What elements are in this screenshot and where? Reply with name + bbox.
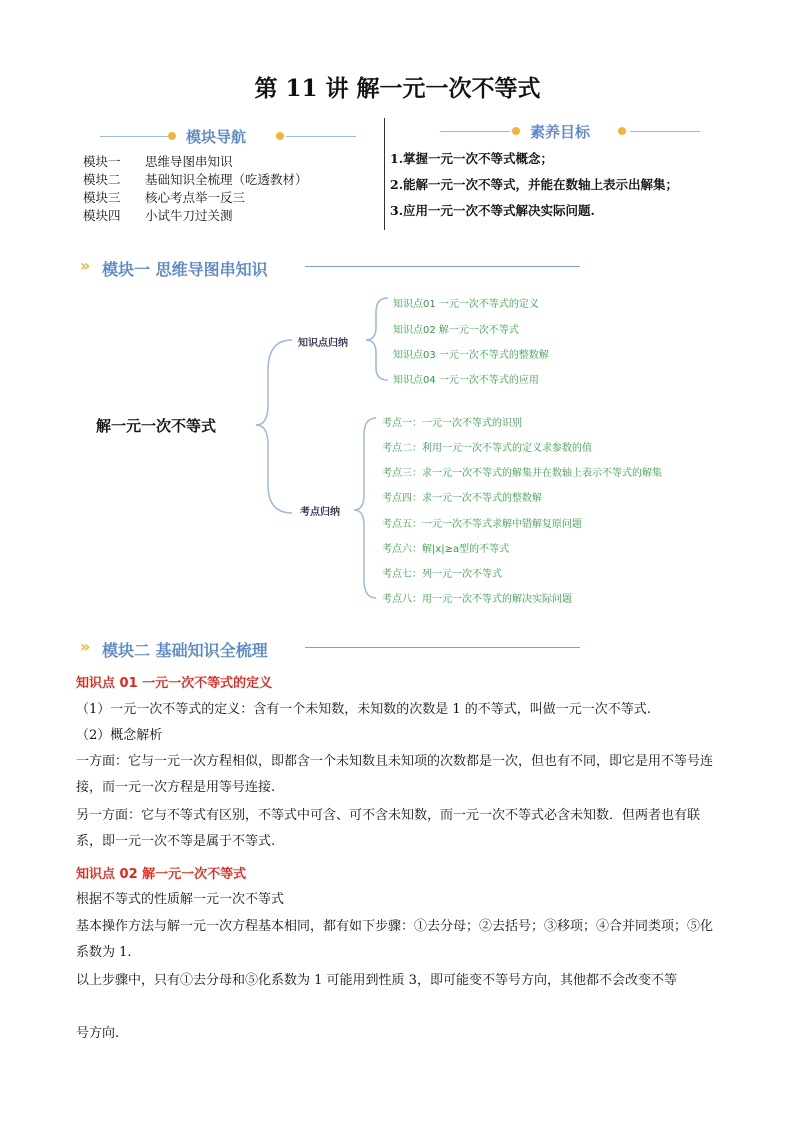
goals-heading-line-left: [440, 131, 510, 132]
mindmap-root: 解一元一次不等式: [96, 417, 217, 435]
nav-heading: 模块导航: [186, 128, 247, 146]
module2-heading: 模块二 基础知识全梳理: [102, 641, 268, 660]
goal-item: 1.掌握一元一次不等式概念；: [390, 151, 554, 166]
nav-heading-line-left: [100, 136, 170, 137]
kp2-title: 知识点 02 解一元一次不等式: [76, 867, 247, 882]
nav-heading-line-right: [286, 136, 356, 137]
goals-heading-line-right: [630, 131, 700, 132]
nav-heading-dot-right: [276, 132, 284, 140]
kp2-paragraph: 根据不等式的性质解一元一次不等式: [76, 892, 285, 907]
nav-item[interactable]: 模块二 基础知识全梳理（吃透教材）: [83, 172, 308, 187]
goals-heading: 素养目标: [530, 123, 591, 141]
root-bracket: [256, 340, 292, 513]
kp2-paragraph: 以上步骤中，只有①去分母和⑤化系数为 1 可能用到性质 3，即可能变不等号方向，其他都不会改变不等: [76, 973, 677, 988]
mindmap-knowledge-item: 知识点01 一元一次不等式的定义: [393, 299, 539, 310]
mindmap-branch-exam: 考点归纳: [300, 507, 340, 518]
goals-heading-dot-right: [618, 127, 626, 135]
goals-list: [390, 146, 678, 224]
mindmap-knowledge-item: 知识点04 一元一次不等式的应用: [393, 375, 539, 386]
nav-heading-dot-left: [168, 132, 176, 140]
mindmap-branch-knowledge: 知识点归纳: [298, 338, 348, 349]
goal-item: 2.能解一元一次不等式，并能在数轴上表示出解集；: [390, 177, 679, 192]
nav-item[interactable]: 模块四 小试牛刀过关测: [83, 208, 233, 223]
mindmap-exam-item: 考点二：利用一元一次不等式的定义求参数的值: [382, 443, 592, 454]
mindmap-exam-item: 考点五：一元一次不等式求解中错解复原问题: [382, 519, 582, 530]
goals-heading-dot-left: [512, 127, 520, 135]
kp1-title: 知识点 01 一元一次不等式的定义: [76, 676, 273, 691]
nav-item[interactable]: 模块一 思维导图串知识: [83, 154, 233, 169]
double-chevron-icon: »: [80, 637, 91, 656]
kp1-paragraph: 一方面：它与一元一次方程相似，即都含一个未知数且未知项的次数都是一次，但也有不同，即它是用不等号连接，而一元一次方程是用等号连接.: [76, 754, 714, 795]
kp2-paragraph: 号方向.: [76, 1026, 120, 1041]
module2-heading-line: [305, 647, 580, 648]
page-title: 第 11 讲 解一元一次不等式: [254, 75, 541, 102]
kp1-paragraph: 另一方面：它与不等式有区别，不等式中可含、可不含未知数，而一元一次不等式必含未知数．但两者也有联系，即一元一次不等是属于不等式.: [76, 808, 701, 849]
branch1-bracket: [366, 298, 388, 380]
module1-heading-line: [305, 266, 580, 267]
mindmap-knowledge-item: 知识点03 一元一次不等式的整数解: [393, 350, 549, 361]
kp1-concept-heading: （2）概念解析: [76, 728, 163, 743]
branch2-bracket: [354, 418, 376, 598]
mindmap-exam-item: 考点七：列一元一次不等式: [382, 569, 502, 580]
mindmap-exam-item: 考点八：用一元一次不等式的解决实际问题: [382, 594, 572, 605]
mindmap-exam-item: 考点三：求一元一次不等式的解集并在数轴上表示不等式的解集: [382, 468, 662, 479]
mindmap-exam-item: 考点六：解|x|≥a型的不等式: [382, 544, 510, 555]
nav-list: [83, 153, 308, 225]
kp2-paragraph: 基本操作方法与解一元一次方程基本相同，都有如下步骤：①去分母；②去括号；③移项；④合并同类项；⑤化系数为 1.: [76, 919, 714, 960]
kp1-definition: （1）一元一次不等式的定义：含有一个未知数，未知数的次数是 1 的不等式，叫做一元一次不等式.: [76, 702, 651, 717]
mindmap-exam-item: 考点一：一元一次不等式的识别: [382, 418, 522, 429]
mindmap-exam-item: 考点四：求一元一次不等式的整数解: [382, 493, 542, 504]
mindmap-knowledge-item: 知识点02 解一元一次不等式: [393, 325, 519, 336]
module1-heading: 模块一 思维导图串知识: [102, 260, 268, 279]
goal-item: 3.应用一元一次不等式解决实际问题.: [390, 203, 595, 218]
double-chevron-icon: »: [80, 256, 91, 275]
header-divider: [384, 118, 385, 230]
nav-item[interactable]: 模块三 核心考点举一反三: [83, 190, 246, 205]
